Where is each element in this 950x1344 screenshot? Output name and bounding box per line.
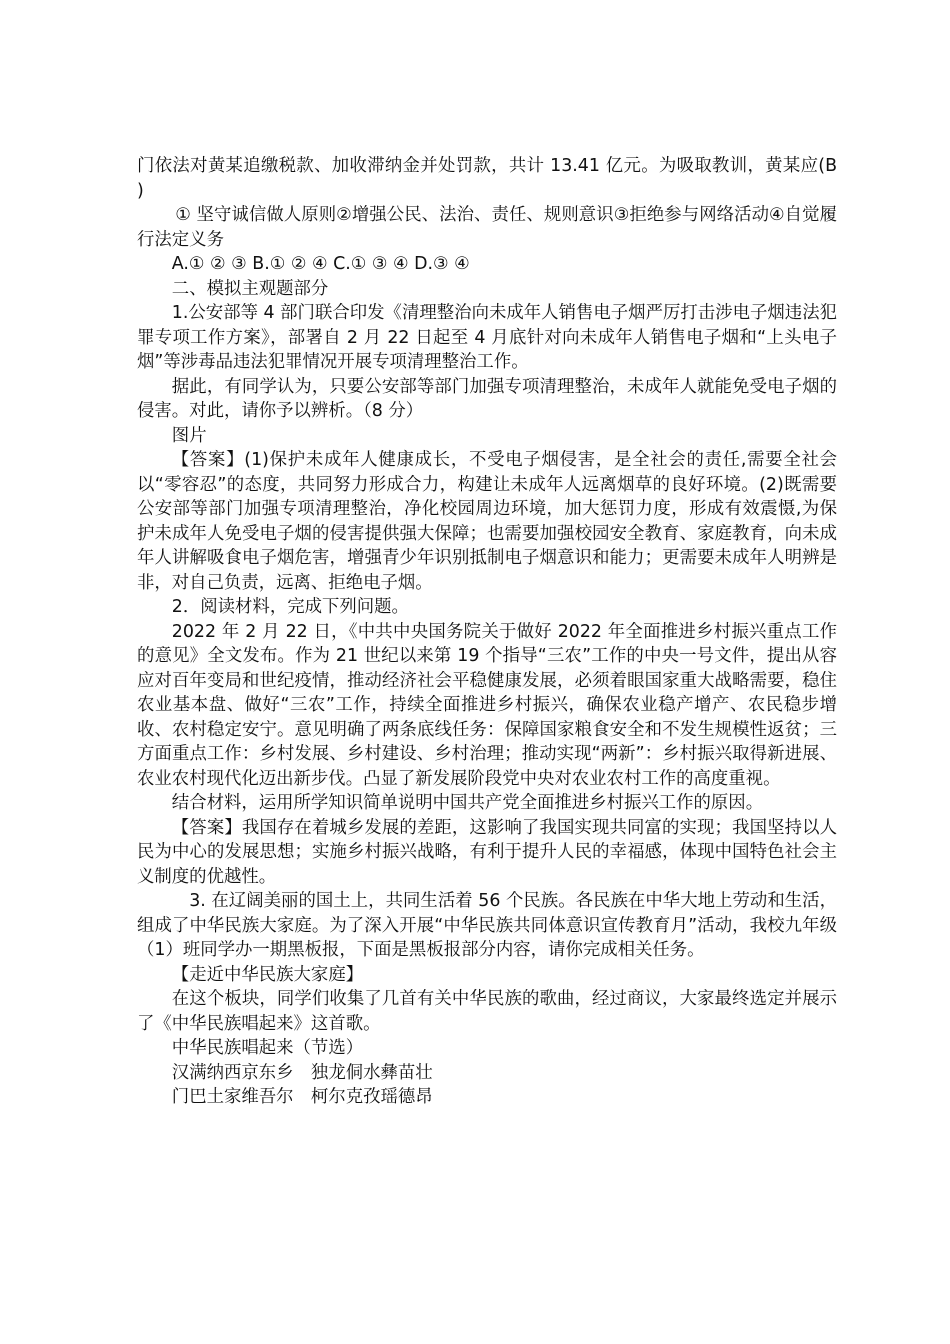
image-placeholder-label: 图片 — [171, 425, 207, 446]
song-title: 中华民族唱起来（节选） — [171, 1038, 364, 1058]
question-2-material: 2022 年 2 月 22 日，《中共中央国务院关于做好 2022 年全面推进乡村振兴重点工作的意见》全文发布。作为 21 世纪以来第 19 个指导“三农”工作的中央一号文件，提出从容应对百年变局和世纪疫情，推动经济社会平稳健康发展，必须着眼国家重大战略需要，稳住农业基本盘、做好“三农”工作，持续全面推进乡村振兴，确保农业稳产增产、农民稳步增收、农村稳定安宁。意见明确了两条底线任务：保障国家粮食安全和不发生规模性返贫；三方面重点工作：乡村发展、乡村建设、乡村治理；推动实现“两新”：乡村振兴取得新进展、农业农村现代化迈出新步伐。凸显了新发展阶段党中央对农业农村工作的高度重视。 — [137, 621, 837, 789]
question-2-prompt: 结合材料，运用所学知识简单说明中国共产党全面推进乡村振兴工作的原因。 — [171, 793, 764, 813]
question-1-prompt: 据此，有同学认为，只要公安部等部门加强专项清理整治，未成年人就能免受电子烟的侵害。对此，请你予以辨析。（8 分） — [137, 376, 837, 421]
question-1-material: 1.公安部等 4 部门联合印发《清理整治向未成年人销售电子烟严厉打击涉电子烟违法犯罪专项工作方案》，部署自 2 月 22 日起至 4 月底针对向未成年人销售电子烟和“上头电子烟”等涉毒品违法犯罪情况开展专项清理整治工作。 — [137, 303, 837, 372]
song-line: 门巴土家维吾尔 柯尔克孜瑶德昂 — [171, 1087, 433, 1107]
question-2-answer: 【答案】我国存在着城乡发展的差距，这影响了我国实现共同富的实现；我国坚持以人民为中心的发展思想；实施乡村振兴战略，有利于提升人民的幸福感，体现中国特色社会主义制度的优越性。 — [137, 817, 837, 887]
section-heading: 二、模拟主观题部分 — [171, 278, 329, 299]
document-page — [137, 154, 837, 1110]
question-3-material: 3. 在辽阔美丽的国土上，共同生活着 56 个民族。各民族在中华大地上劳动和生活，组成了中华民族大家庭。为了深入开展“中华民族共同体意识宣传教育月”活动，我校九年级（1）班同学办一期黑板报，下面是黑板报部分内容，请你完成相关任务。 — [137, 891, 837, 960]
question-options: A.① ② ③ B.① ② ④ C.① ③ ④ D.③ ④ — [171, 254, 470, 274]
question-1-answer: 【答案】(1)保护未成年人健康成长，不受电子烟侵害，是全社会的责任,需要全社会以“零容忍”的态度，共同努力形成合力，构建让未成年人远离烟草的良好环境。(2)既需要公安部等部门加强专项清理整治，净化校园周边环境，加大惩罚力度，形成有效震慑,为保护未成年人免受电子烟的侵害提供强大保障；也需要加强校园安全教育、家庭教育，向未成年人讲解吸食电子烟危害，增强青少年识别抵制电子烟意识和能力；更需要未成年人明辨是非，对自己负责，远离、拒绝电子烟。 — [137, 450, 837, 593]
song-line: 汉满纳西京东乡 独龙侗水彝苗壮 — [171, 1062, 433, 1083]
question-2-title: 2．阅读材料，完成下列问题。 — [171, 597, 409, 617]
question-3-section-heading: 【走近中华民族大家庭】 — [171, 964, 364, 985]
question-3-section-text: 在这个板块，同学们收集了几首有关中华民族的歌曲，经过商议，大家最终选定并展示了《中华民族唱起来》这首歌。 — [137, 989, 837, 1034]
question-statements: ① 坚守诚信做人原则②增强公民、法治、责任、规则意识③拒绝参与网络活动④自觉履行法定义务 — [137, 205, 837, 250]
question-continuation: 门依法对黄某追缴税款、加收滞纳金并处罚款，共计 13.41 亿元。为吸取教训，黄某应(B ) — [137, 156, 837, 201]
